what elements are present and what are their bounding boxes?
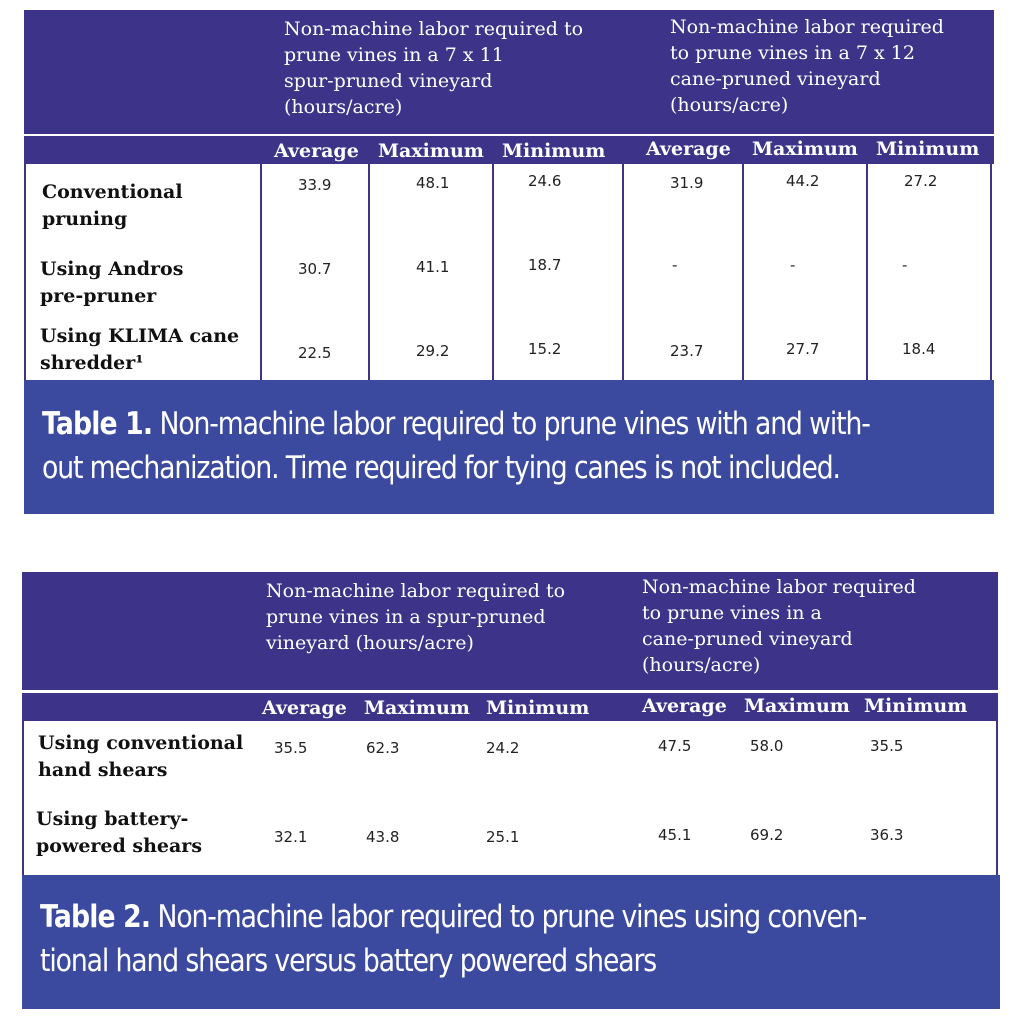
- table-1-col-maximum-spur: Maximum: [378, 140, 484, 162]
- table-2-cell: 69.2: [750, 826, 784, 844]
- table-1-cell: 22.5: [298, 344, 332, 362]
- table-2-cell: 62.3: [366, 739, 400, 757]
- table-2-caption-text: [40, 895, 986, 983]
- table-2-cell: 58.0: [750, 737, 784, 755]
- table-2-cell: 43.8: [366, 828, 400, 846]
- table-1-row-label: Using KLIMA cane shredder¹: [40, 325, 240, 374]
- table-1-row-label: Using Andros pre-pruner: [40, 258, 184, 307]
- table-1-col-minimum-cane: Minimum: [876, 138, 980, 160]
- table-2-caption: [22, 875, 1000, 1009]
- table-2-caption-body: Non-machine labor required to prune vines using conven- tional hand shears versus battery powered shears: [40, 899, 867, 979]
- table-1-col-average-spur: Average: [274, 140, 359, 162]
- table-2-col-average-spur: Average: [262, 697, 347, 719]
- table-2-row-label: Using conventional hand shears: [38, 732, 244, 781]
- table-2-group-title-spur: Non-machine labor required to prune vines in a spur-pruned vineyard (hours/acre): [266, 580, 566, 654]
- table-2-group-header: [22, 572, 998, 690]
- table-1-row-label: Conventional pruning: [42, 181, 183, 230]
- table-1-cell: 27.7: [786, 340, 820, 358]
- table-2-cell: 47.5: [658, 737, 692, 755]
- table-1-col-maximum-cane: Maximum: [752, 138, 858, 160]
- table-2-body: [22, 721, 998, 875]
- table-1-cell: -: [672, 256, 678, 274]
- table-1-cell: 29.2: [416, 342, 450, 360]
- table-1-cell: 33.9: [298, 176, 332, 194]
- table-2-cell: 32.1: [274, 828, 308, 846]
- table-1-cell: -: [790, 256, 796, 274]
- table-2-col-average-cane: Average: [642, 695, 727, 717]
- table-2-cell: 24.2: [486, 739, 520, 757]
- table-2-column-headers: [22, 693, 998, 721]
- table-1-cell: 27.2: [904, 172, 938, 190]
- table-2-cell: 35.5: [274, 739, 308, 757]
- table-1-cell: 30.7: [298, 260, 332, 278]
- table-2-col-maximum-cane: Maximum: [744, 695, 850, 717]
- table-2-cell: 45.1: [658, 826, 692, 844]
- table-1-cell: 23.7: [670, 342, 704, 360]
- table-1-cell: 31.9: [670, 174, 704, 192]
- table-1-group-title-cane: Non-machine labor required to prune vines in a 7 x 12 cane-pruned vineyard (hours/acre): [670, 16, 944, 116]
- table-1-group-title-spur: Non-machine labor required to prune vines in a 7 x 11 spur-pruned vineyard (hours/acre): [284, 18, 584, 118]
- table-1-cell: 15.2: [528, 340, 562, 358]
- table-2-col-minimum-cane: Minimum: [864, 695, 968, 717]
- table-1-cell: 18.4: [902, 340, 936, 358]
- table-2-cell: 35.5: [870, 737, 904, 755]
- table-1-cell: 48.1: [416, 174, 450, 192]
- table-2-border-left: [22, 721, 24, 875]
- table-1-cell: 18.7: [528, 256, 562, 274]
- table-1-caption-body: Non-machine labor required to prune vines with and with- out mechanization. Time required for tying canes is not included.: [42, 406, 870, 486]
- table-2-col-maximum-spur: Maximum: [364, 697, 470, 719]
- table-2-row-label: Using battery- powered shears: [36, 808, 203, 857]
- table-1-cell: 24.6: [528, 172, 562, 190]
- table-2-border-right: [996, 721, 998, 875]
- table-2-cell: 25.1: [486, 828, 520, 846]
- table-2-caption-label: Table 2.: [40, 899, 151, 935]
- table-1-cell: 41.1: [416, 258, 450, 276]
- table-1-col-average-cane: Average: [646, 138, 731, 160]
- table-2-col-minimum-spur: Minimum: [486, 697, 590, 719]
- table-1-cell: -: [902, 256, 908, 274]
- table-2-cell: 36.3: [870, 826, 904, 844]
- table-1-caption-label: Table 1.: [42, 406, 153, 442]
- table-2-group-title-cane: Non-machine labor required to prune vines in a cane-pruned vineyard (hours/acre): [642, 576, 916, 676]
- table-1-cell: 44.2: [786, 172, 820, 190]
- table-1-col-minimum-spur: Minimum: [502, 140, 606, 162]
